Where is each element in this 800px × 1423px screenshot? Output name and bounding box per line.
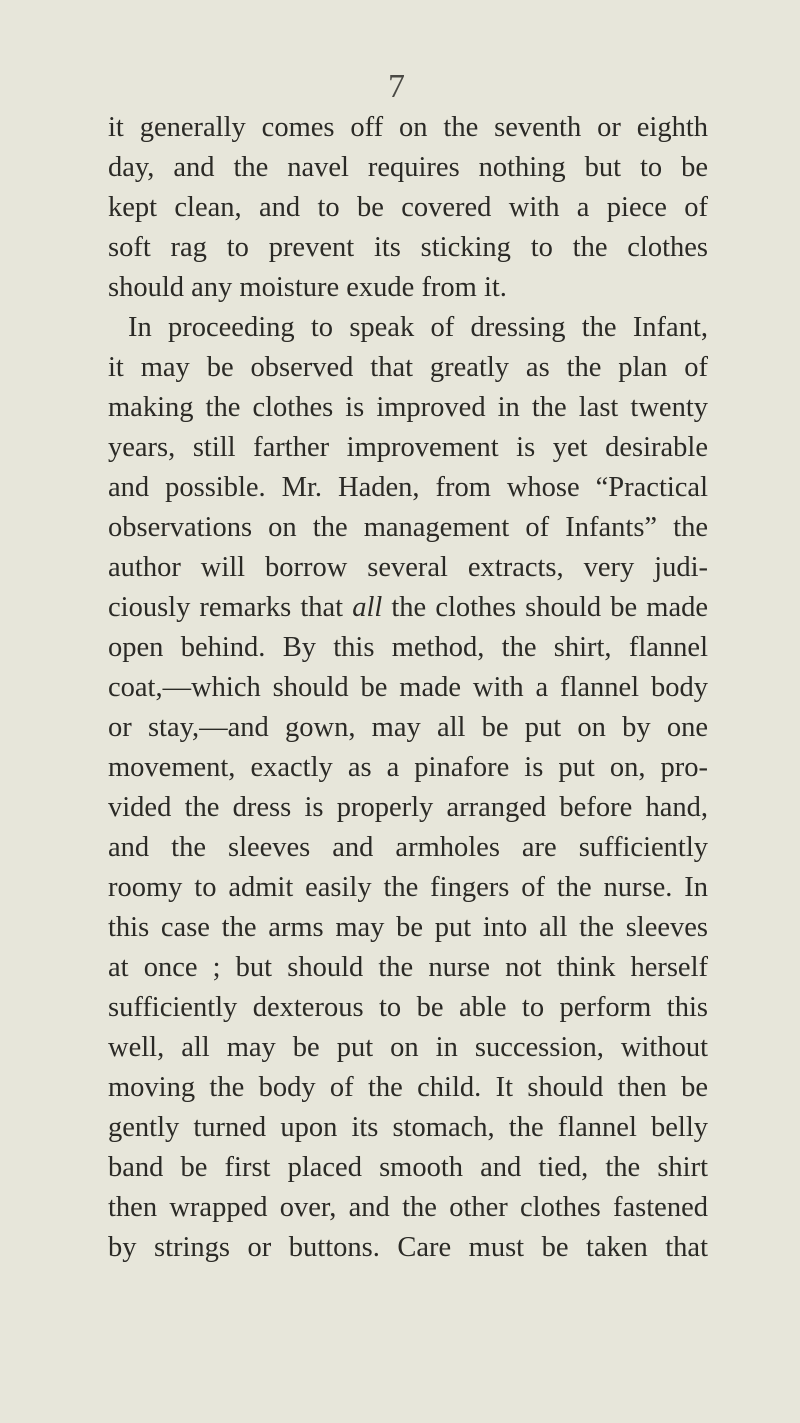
- text-line: sufficiently dexterous to be able to perform this: [108, 992, 708, 1023]
- text-line: making the clothes is improved in the last twenty: [108, 392, 708, 423]
- text-line: In proceeding to speak of dressing the Infant,: [128, 312, 708, 343]
- text-line: roomy to admit easily the fingers of the nurse. In: [108, 872, 708, 903]
- text-line: should any moisture exude from it.: [108, 272, 507, 303]
- text-line: moving the body of the child. It should then be: [108, 1072, 708, 1103]
- text-line: author will borrow several extracts, very judi-: [108, 552, 708, 583]
- text-line: coat,—which should be made with a flannel body: [108, 672, 708, 703]
- text-line: by strings or buttons. Care must be taken that: [108, 1232, 708, 1263]
- text-line: band be first placed smooth and tied, the shirt: [108, 1152, 708, 1183]
- text-line: observations on the management of Infants” the: [108, 512, 708, 543]
- text-line: and the sleeves and armholes are sufficiently: [108, 832, 708, 863]
- page-number: 7: [388, 68, 405, 105]
- text-line: vided the dress is properly arranged before hand,: [108, 792, 708, 823]
- text-line: then wrapped over, and the other clothes fastened: [108, 1192, 708, 1223]
- body-text: [108, 108, 708, 1268]
- text-line: kept clean, and to be covered with a piece of: [108, 192, 708, 223]
- text-line: it generally comes off on the seventh or eighth: [108, 112, 708, 143]
- text-line: this case the arms may be put into all the sleeves: [108, 912, 708, 943]
- text-line: day, and the navel requires nothing but to be: [108, 152, 708, 183]
- text-segment: ciously remarks that: [108, 592, 353, 623]
- text-line: it may be observed that greatly as the plan of: [108, 352, 708, 383]
- text-segment: the clothes should be made: [382, 592, 708, 623]
- text-line: open behind. By this method, the shirt, flannel: [108, 632, 708, 663]
- text-line: soft rag to prevent its sticking to the clothes: [108, 232, 708, 263]
- text-line: at once ; but should the nurse not think herself: [108, 952, 708, 983]
- text-line: or stay,—and gown, may all be put on by one: [108, 712, 708, 743]
- text-line: and possible. Mr. Haden, from whose “Practical: [108, 472, 708, 503]
- text-line: movement, exactly as a pinafore is put on, pro-: [108, 752, 708, 783]
- text-line: well, all may be put on in succession, without: [108, 1032, 708, 1063]
- text-line: [108, 588, 708, 628]
- emphasis-text: all: [352, 592, 383, 623]
- text-line: gently turned upon its stomach, the flannel belly: [108, 1112, 708, 1143]
- text-line: years, still farther improvement is yet desirable: [108, 432, 708, 463]
